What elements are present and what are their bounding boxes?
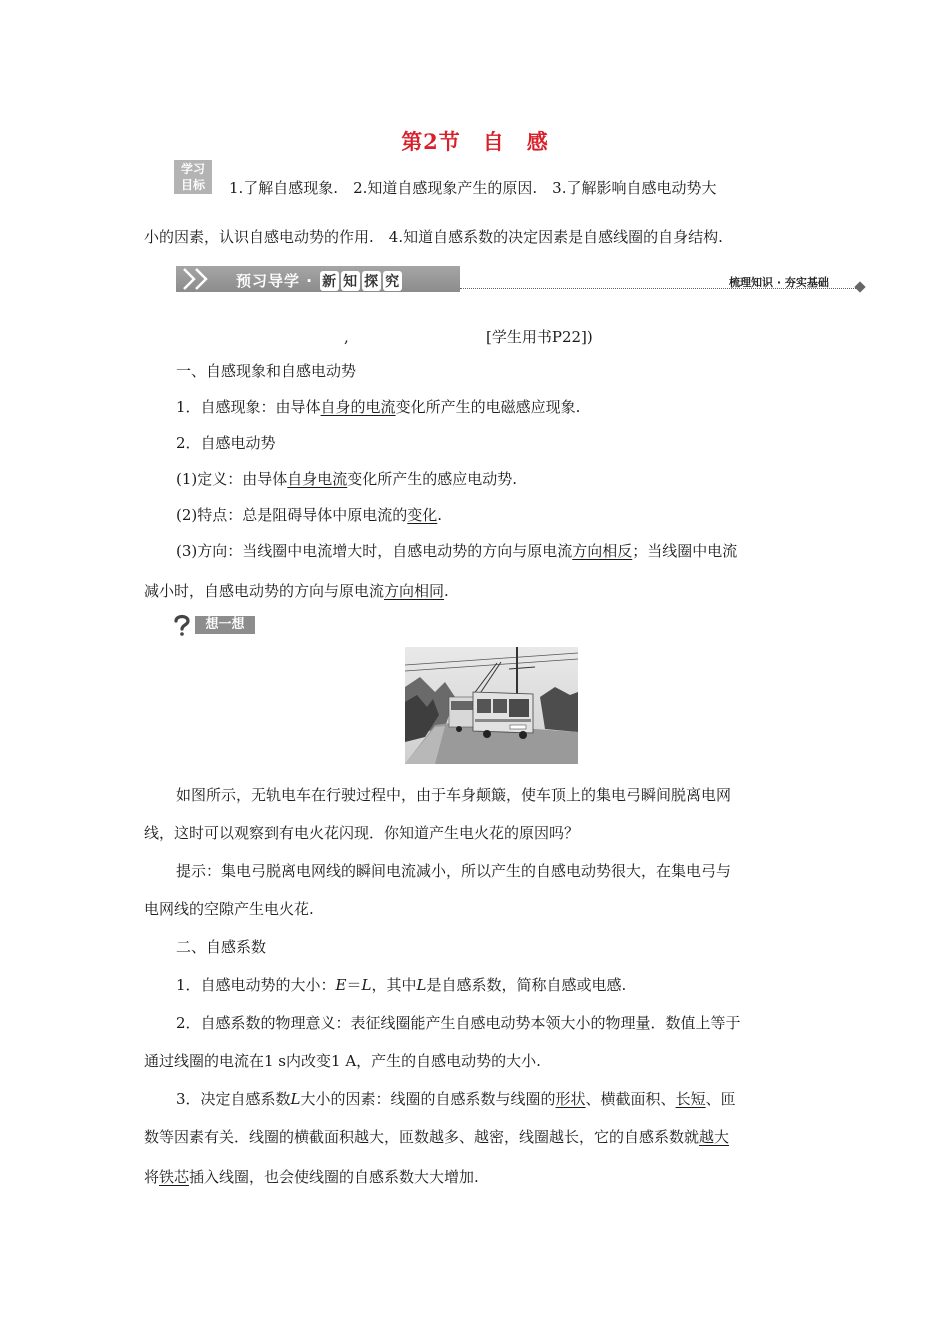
banner-pill-4: 究 xyxy=(383,271,402,291)
answer-blank: 长短 xyxy=(675,1090,706,1108)
sec1-item-5 xyxy=(176,540,737,562)
banner-subtitle: 梳理知识 · 夯实基础 xyxy=(729,276,829,289)
page-title: 第2节 自 感 xyxy=(401,129,549,154)
objectives-badge xyxy=(174,160,212,194)
text: ；当线圈中电流 xyxy=(632,542,738,560)
answer-blank: 越大 xyxy=(699,1128,730,1146)
hint-line-2: 电网线的空隙产生电火花. xyxy=(144,900,314,918)
text: 、横截面积、 xyxy=(585,1090,676,1108)
question-line-1: 如图所示，无轨电车在行驶过程中，由于车身颠簸，使车顶上的集电弓瞬间脱离电网 xyxy=(176,786,732,804)
sec2-item-3-cont xyxy=(144,1126,729,1148)
objectives-line-2: 小的因素，认识自感电动势的作用. 4.知道自感系数的决定因素是自感线圈的自身结构. xyxy=(144,228,723,246)
banner-title xyxy=(236,270,403,291)
section-2-heading: 二、自感系数 xyxy=(176,938,267,956)
sec1-item-1 xyxy=(176,396,580,418)
text: (3)方向：当线圈中电流增大时，自感电动势的方向与原电流 xyxy=(176,542,573,560)
answer-blank: 自身电流 xyxy=(287,470,348,488)
textbook-reference: [学生用书P22]) xyxy=(486,328,593,346)
text: . xyxy=(437,506,443,524)
text: (2)特点：总是阻碍导体中原电流的 xyxy=(176,506,408,524)
text: 变化所产生的感应电动势. xyxy=(347,470,518,488)
sec1-item-2: 2．自感电动势 xyxy=(176,434,276,452)
question-mark-icon xyxy=(172,614,192,636)
text: 数等因素有关．线圈的横截面积越大，匝数越多、越密，线圈越长，它的自感系数就 xyxy=(144,1128,700,1146)
text: . xyxy=(444,582,449,600)
sec1-item-5-cont xyxy=(144,580,449,602)
text: 3．决定自感系数 xyxy=(176,1090,291,1108)
objectives-line-1: 1.了解自感现象. 2.知道自感现象产生的原因. 3.了解影响自感电动势大 xyxy=(229,179,717,197)
sec2-item-1 xyxy=(176,974,626,996)
trolleybus-photo xyxy=(405,647,578,764)
sec2-item-3-end xyxy=(144,1166,479,1188)
answer-blank: 变化 xyxy=(407,506,438,524)
badge-line-1: 学习 xyxy=(180,162,205,176)
answer-blank: 自身的电流 xyxy=(320,398,396,416)
formula-symbol: L xyxy=(361,976,372,994)
hint-line-1: 提示：集电弓脱离电网线的瞬间电流减小，所以产生的自感电动势很大，在集电弓与 xyxy=(176,862,732,880)
think-label-text: 想一想 xyxy=(195,616,255,634)
double-chevron-icon xyxy=(182,268,216,290)
sec2-item-2-cont: 通过线圈的电流在1 s内改变1 A，产生的自感电动势的大小. xyxy=(144,1052,541,1070)
text: 1．自感现象：由导体 xyxy=(176,398,321,416)
sec2-item-3 xyxy=(176,1088,736,1110)
section-1-heading: 一、自感现象和自感电动势 xyxy=(176,362,357,380)
text: 1．自感电动势的大小： xyxy=(176,976,336,994)
badge-line-2: 目标 xyxy=(180,178,205,192)
text: 变化所产生的电磁感应现象. xyxy=(395,398,581,416)
banner-pill-1: 新 xyxy=(320,271,339,291)
text: (1)定义：由导体 xyxy=(176,470,288,488)
text: ＝ xyxy=(346,976,362,994)
text: 大小的因素：线圈的自感系数与线圈的 xyxy=(300,1090,556,1108)
text: 减小时，自感电动势的方向与原电流 xyxy=(144,582,385,600)
text: 是自感系数，简称自感或电感. xyxy=(426,976,627,994)
formula-symbol: L xyxy=(290,1090,301,1108)
formula-symbol: E xyxy=(335,976,347,994)
think-label xyxy=(172,614,258,636)
answer-blank: 铁芯 xyxy=(159,1168,190,1186)
section-banner xyxy=(176,262,866,296)
answer-blank: 形状 xyxy=(555,1090,586,1108)
ref-comma: , xyxy=(344,328,349,346)
text: ，其中 xyxy=(371,976,417,994)
banner-title-prefix: 预习导学 · xyxy=(236,272,313,290)
answer-blank: 方向相反 xyxy=(572,542,633,560)
text: 将 xyxy=(144,1168,160,1186)
formula-symbol: L xyxy=(416,976,427,994)
question-line-2: 线，这时可以观察到有电火花闪现．你知道产生电火花的原因吗？ xyxy=(144,824,580,842)
answer-blank: 方向相同 xyxy=(384,582,445,600)
sec1-item-4 xyxy=(176,504,442,526)
sec2-item-2: 2．自感系数的物理意义：表征线圈能产生自感电动势本领大小的物理量．数值上等于 xyxy=(176,1014,741,1032)
sec1-item-3 xyxy=(176,468,517,490)
text: 、匝 xyxy=(705,1090,736,1108)
text: 插入线圈，也会使线圈的自感系数大大增加. xyxy=(189,1168,479,1186)
banner-pill-2: 知 xyxy=(341,271,360,291)
banner-pill-3: 探 xyxy=(362,271,381,291)
banner-diamond xyxy=(854,281,865,292)
